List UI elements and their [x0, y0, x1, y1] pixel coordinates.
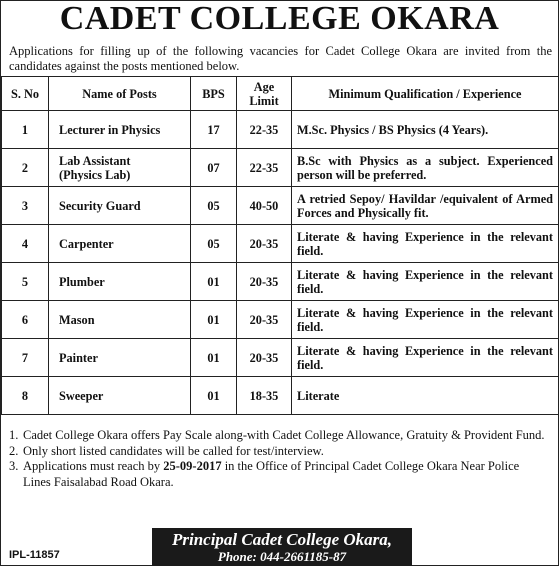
header-age-line2: Limit — [249, 93, 279, 108]
header-qualification: Minimum Qualification / Experience — [292, 77, 559, 111]
intro-paragraph: Applications for filling up of the following vacancies for Cadet College Okara are invited from the candidates against the posts mentioned below. — [9, 44, 552, 73]
cell-sno: 4 — [2, 225, 49, 263]
note-number: 3. — [9, 459, 19, 473]
cell-bps: 01 — [191, 263, 237, 301]
cell-age-limit: 20-35 — [237, 339, 292, 377]
notes-list — [9, 428, 550, 490]
note-text: Only short listed candidates will be called for test/interview. — [23, 443, 324, 458]
table-row — [2, 225, 559, 263]
cell-sno: 5 — [2, 263, 49, 301]
post-name-line: Carpenter — [59, 236, 114, 251]
post-name-line: Lab Assistant — [59, 153, 131, 168]
table-row — [2, 149, 559, 187]
cell-post-name — [49, 377, 191, 415]
header-age — [237, 77, 292, 111]
page-title: CADET COLLEGE OKARA — [59, 0, 500, 37]
cell-qualification: Literate & having Experience in the relevant field. — [292, 339, 559, 377]
header-bps: BPS — [191, 77, 237, 111]
table-row — [2, 377, 559, 415]
cell-age-limit: 20-35 — [237, 301, 292, 339]
note-item — [9, 459, 550, 490]
cell-sno: 1 — [2, 111, 49, 149]
cell-qualification: B.Sc with Physics as a subject. Experienced person will be preferred. — [292, 149, 559, 187]
note-number: 1. — [9, 428, 19, 442]
reference-number: IPL-11857 — [9, 549, 60, 561]
cell-bps: 05 — [191, 187, 237, 225]
header-name: Name of Posts — [49, 77, 191, 111]
cell-qualification: A retried Sepoy/ Havildar /equivalent of Armed Forces and Physically fit. — [292, 187, 559, 225]
cell-age-limit: 18-35 — [237, 377, 292, 415]
post-name-line: Sweeper — [59, 388, 104, 403]
table-row — [2, 111, 559, 149]
header-sno: S. No — [2, 77, 49, 111]
post-name-line: (Physics Lab) — [59, 167, 131, 182]
cell-qualification: Literate & having Experience in the relevant field. — [292, 225, 559, 263]
note-item — [9, 444, 550, 460]
cell-post-name — [49, 111, 191, 149]
cell-age-limit: 20-35 — [237, 263, 292, 301]
cell-qualification: Literate & having Experience in the relevant field. — [292, 301, 559, 339]
cell-post-name — [49, 339, 191, 377]
post-name-line: Mason — [59, 312, 95, 327]
cell-post-name — [49, 263, 191, 301]
footer-box — [152, 528, 412, 566]
cell-age-limit: 22-35 — [237, 111, 292, 149]
deadline-date: 25-09-2017 — [163, 459, 222, 473]
table-row — [2, 339, 559, 377]
cell-bps: 07 — [191, 149, 237, 187]
note-text-post: in the Office of Principal Cadet College Okara Near Police Lines Faisalabad Road Okara. — [23, 459, 520, 489]
note-item — [9, 428, 550, 444]
cell-qualification: Literate — [292, 377, 559, 415]
post-name-line: Plumber — [59, 274, 105, 289]
table-header-row — [2, 77, 559, 111]
cell-sno: 6 — [2, 301, 49, 339]
note-text: Cadet College Okara offers Pay Scale along-with Cadet College Allowance, Gratuity & Provident Fund. — [23, 428, 545, 442]
cell-qualification: M.Sc. Physics / BS Physics (4 Years). — [292, 111, 559, 149]
post-name-line: Security Guard — [59, 198, 141, 213]
note-text — [23, 459, 550, 490]
footer-principal: Principal Cadet College Okara, — [171, 530, 393, 549]
cell-bps: 01 — [191, 339, 237, 377]
cell-post-name — [49, 187, 191, 225]
cell-sno: 7 — [2, 339, 49, 377]
note-text-pre: Applications must reach by — [23, 459, 164, 473]
table-row — [2, 301, 559, 339]
cell-age-limit: 22-35 — [237, 149, 292, 187]
footer-phone: Phone: 044-2661185-87 — [217, 549, 347, 564]
header-age-line1: Age — [253, 79, 275, 94]
cell-bps: 01 — [191, 377, 237, 415]
cell-bps: 17 — [191, 111, 237, 149]
cell-bps: 05 — [191, 225, 237, 263]
cell-age-limit: 20-35 — [237, 225, 292, 263]
cell-post-name — [49, 225, 191, 263]
cell-post-name — [49, 149, 191, 187]
cell-sno: 8 — [2, 377, 49, 415]
post-name-line: Lecturer in Physics — [59, 122, 161, 137]
table-row — [2, 263, 559, 301]
vacancies-table — [1, 76, 559, 415]
cell-age-limit: 40-50 — [237, 187, 292, 225]
post-name-line: Painter — [59, 350, 98, 365]
cell-sno: 2 — [2, 149, 49, 187]
table-row — [2, 187, 559, 225]
note-number: 2. — [9, 443, 19, 458]
cell-sno: 3 — [2, 187, 49, 225]
cell-post-name — [49, 301, 191, 339]
cell-bps: 01 — [191, 301, 237, 339]
cell-qualification: Literate & having Experience in the relevant field. — [292, 263, 559, 301]
